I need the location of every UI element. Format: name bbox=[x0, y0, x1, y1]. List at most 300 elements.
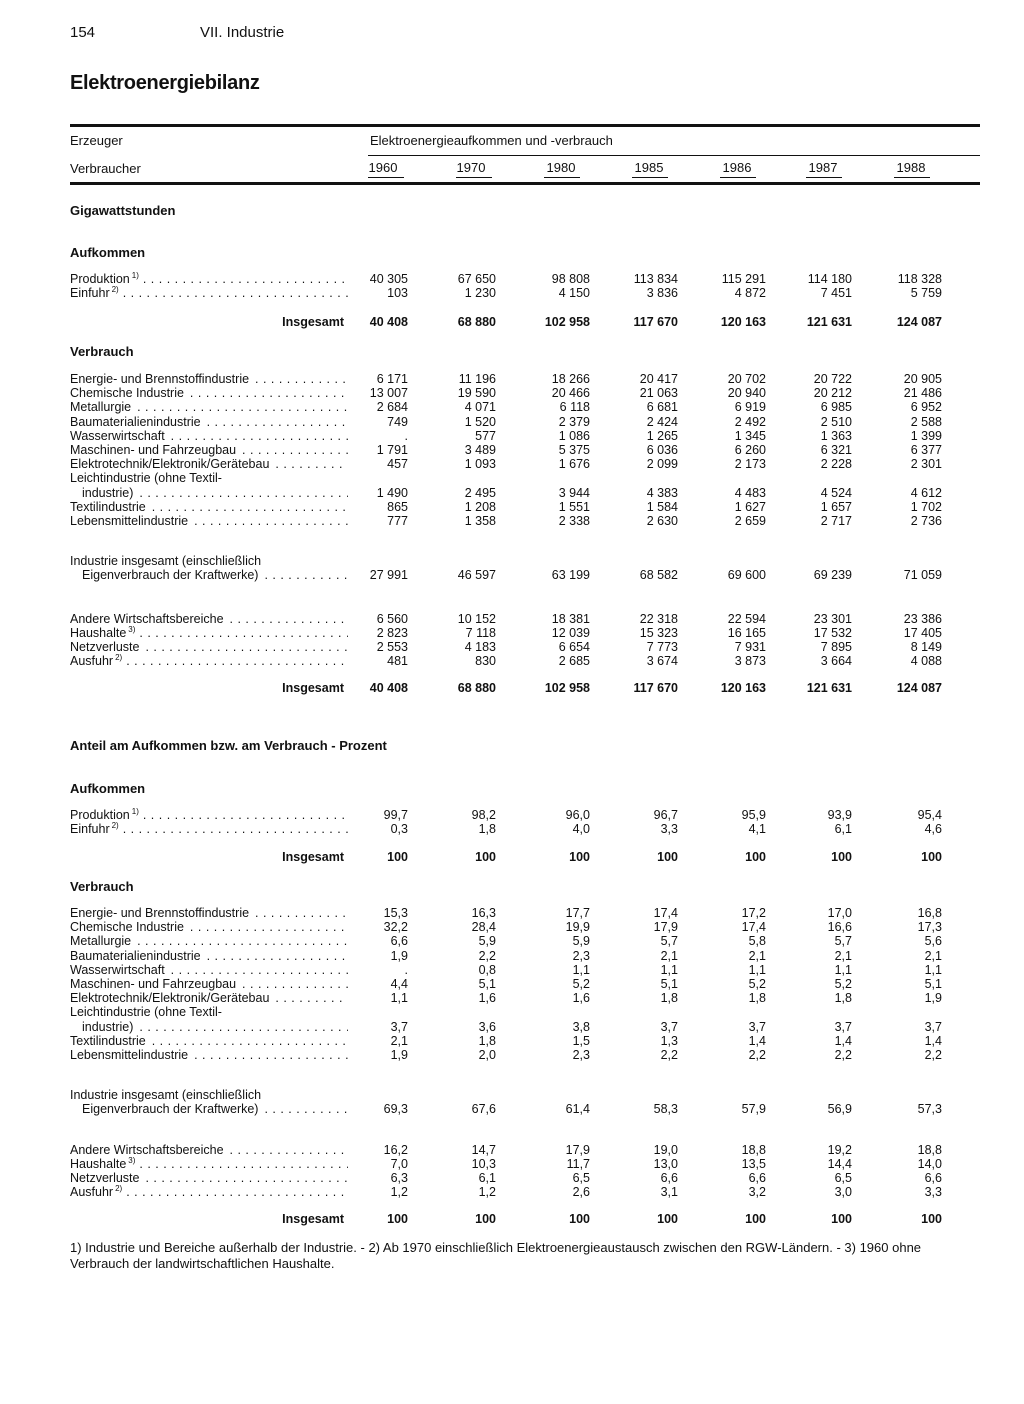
table-cell: 40 408 bbox=[369, 315, 408, 329]
row-label bbox=[70, 315, 346, 329]
table-cell: 20 466 bbox=[551, 386, 590, 401]
table-row bbox=[70, 554, 970, 568]
table-cell: 2,2 bbox=[924, 1048, 942, 1062]
table-cell: 2,1 bbox=[748, 948, 766, 963]
table-cell: 1 702 bbox=[910, 499, 942, 514]
table-cell: 120 163 bbox=[720, 681, 766, 695]
page-title: Elektroenergiebilanz bbox=[70, 72, 260, 94]
year-underline bbox=[894, 177, 930, 178]
table-cell: 117 670 bbox=[633, 681, 678, 695]
header-bottom-rule bbox=[70, 182, 980, 185]
table-cell: 103 bbox=[387, 286, 408, 300]
table-cell: 1,8 bbox=[834, 991, 852, 1006]
row-label bbox=[70, 514, 348, 528]
table-cell: 2 685 bbox=[558, 654, 590, 668]
table-row bbox=[70, 386, 970, 400]
table-cell: 40 408 bbox=[369, 681, 408, 695]
row-label-text: industrie) bbox=[82, 1019, 134, 1034]
table-cell: 23 301 bbox=[813, 612, 852, 626]
table-cell: 1 584 bbox=[646, 499, 678, 514]
row-label bbox=[70, 486, 348, 500]
table-cell: 102 958 bbox=[544, 315, 590, 329]
table-cell: 1 676 bbox=[558, 457, 590, 472]
table-cell: 2,1 bbox=[660, 948, 678, 963]
table-cell: 1 358 bbox=[464, 514, 496, 528]
table-cell: 19,0 bbox=[653, 1143, 678, 1157]
table-cell: 5,9 bbox=[478, 934, 496, 949]
row-label bbox=[70, 415, 348, 429]
table-cell: 2 510 bbox=[820, 414, 852, 429]
table-cell: 1 345 bbox=[734, 428, 766, 443]
row-label-text: Insgesamt bbox=[282, 315, 344, 329]
table-row bbox=[70, 977, 970, 991]
table-cell: 2,1 bbox=[834, 948, 852, 963]
table-cell: 2 588 bbox=[910, 414, 942, 429]
table-cell: 3 674 bbox=[646, 654, 678, 668]
table-cell: 6 377 bbox=[910, 443, 942, 457]
table-cell: 16,6 bbox=[827, 920, 852, 935]
row-label-text: Energie- und Brennstoffindustrie bbox=[70, 372, 250, 386]
table-cell: 1,9 bbox=[390, 948, 408, 963]
year-underline bbox=[806, 177, 842, 178]
table-cell: 6 952 bbox=[910, 400, 942, 415]
row-label bbox=[70, 1185, 348, 1199]
table-row bbox=[70, 1020, 970, 1034]
table-cell: 7 931 bbox=[734, 640, 766, 654]
row-label: Industrie insgesamt (einschließlich bbox=[70, 1088, 262, 1102]
table-cell: 6 260 bbox=[734, 443, 766, 457]
table-cell: 100 bbox=[745, 1212, 766, 1226]
table-cell: 2 228 bbox=[820, 457, 852, 472]
footnote-marker: 2) bbox=[111, 286, 119, 294]
table-cell: 5,2 bbox=[572, 977, 590, 991]
table-cell: 1 520 bbox=[464, 414, 496, 429]
table-cell: 16,8 bbox=[917, 906, 942, 920]
row-label bbox=[70, 654, 348, 668]
table-cell: 16,3 bbox=[471, 906, 496, 920]
row-label-text: Chemische Industrie bbox=[70, 920, 184, 935]
footnote-marker: 2) bbox=[115, 654, 123, 662]
table-cell: 6 919 bbox=[734, 400, 766, 415]
table-cell: 4 183 bbox=[464, 640, 496, 654]
row-label bbox=[70, 1171, 348, 1185]
table-cell: 3 944 bbox=[558, 485, 590, 500]
table-cell: 6,1 bbox=[478, 1171, 496, 1185]
row-label bbox=[70, 1102, 348, 1116]
table-cell: 10,3 bbox=[471, 1157, 496, 1171]
table-cell: 46 597 bbox=[457, 568, 496, 582]
table-cell: 57,9 bbox=[741, 1102, 766, 1116]
row-label-text: Haushalte bbox=[70, 1157, 127, 1171]
footnote-marker: 2) bbox=[111, 822, 119, 830]
table-cell: 830 bbox=[475, 654, 496, 668]
table-cell: 95,9 bbox=[741, 808, 766, 822]
table-cell: 3,7 bbox=[660, 1019, 678, 1034]
row-label-text: Energie- und Brennstoffindustrie bbox=[70, 906, 250, 920]
table-cell: 1,8 bbox=[748, 991, 766, 1006]
table-cell: 4,4 bbox=[390, 977, 408, 991]
table-cell: 1 230 bbox=[464, 286, 496, 300]
table-cell: 1,1 bbox=[660, 962, 678, 977]
table-row bbox=[70, 486, 970, 500]
row-label-text: Textilindustrie bbox=[70, 499, 146, 514]
table-cell: 6,1 bbox=[834, 822, 852, 836]
table-cell: 777 bbox=[387, 514, 408, 528]
table-row bbox=[70, 429, 970, 443]
table-cell: 6,6 bbox=[660, 1171, 678, 1185]
header-year: 1980 bbox=[546, 160, 576, 175]
row-label-text: Baumaterialienindustrie bbox=[70, 948, 201, 963]
table-cell: 4,6 bbox=[924, 822, 942, 836]
row-label bbox=[70, 1143, 348, 1157]
table-cell: 1 265 bbox=[646, 428, 678, 443]
table-row bbox=[70, 808, 970, 822]
table-cell: 1,1 bbox=[834, 962, 852, 977]
table-cell: 1 627 bbox=[734, 499, 766, 514]
table-cell: 577 bbox=[475, 428, 496, 443]
footnote-marker: 1) bbox=[131, 808, 139, 816]
table-cell: 117 670 bbox=[633, 315, 678, 329]
table-cell: 4 612 bbox=[910, 485, 942, 500]
row-label-text: industrie) bbox=[82, 485, 134, 500]
table-cell: 2 736 bbox=[910, 514, 942, 528]
table-row bbox=[70, 963, 970, 977]
header-span-label: Elektroenergieaufkommen und -verbrauch bbox=[370, 133, 613, 148]
row-label-text: Maschinen- und Fahrzeugbau bbox=[70, 977, 237, 991]
table-cell: 865 bbox=[387, 499, 408, 514]
row-label bbox=[70, 808, 348, 822]
table-cell: 3,0 bbox=[834, 1185, 852, 1199]
row-label bbox=[70, 272, 348, 286]
table-row bbox=[70, 443, 970, 457]
row-label bbox=[70, 386, 348, 400]
table-cell: 7,0 bbox=[390, 1157, 408, 1171]
table-cell: 3 489 bbox=[464, 443, 496, 457]
table-cell: 100 bbox=[657, 850, 678, 864]
row-label-text: Produktion bbox=[70, 272, 130, 286]
table-cell: 19 590 bbox=[457, 386, 496, 401]
table-row bbox=[70, 1048, 970, 1062]
table-cell: 1,4 bbox=[748, 1033, 766, 1048]
table-cell: 6 321 bbox=[820, 443, 852, 457]
table-cell: 2 379 bbox=[558, 414, 590, 429]
table-cell: 19,9 bbox=[565, 920, 590, 935]
table-cell: 6,6 bbox=[390, 934, 408, 949]
table-cell: 22 594 bbox=[727, 612, 766, 626]
row-label-text: Produktion bbox=[70, 808, 130, 822]
row-label-text: Insgesamt bbox=[282, 681, 344, 695]
table-cell: 40 305 bbox=[369, 272, 408, 286]
table-cell: 17 405 bbox=[903, 626, 942, 640]
table-cell: 21 063 bbox=[639, 386, 678, 401]
table-cell: 3,8 bbox=[572, 1019, 590, 1034]
row-label-text: Baumaterialienindustrie bbox=[70, 414, 201, 429]
footnote-line: 1) Industrie und Bereiche außerhalb der Industrie. - 2) Ab 1970 einschließlich Elektroenergieaustausch zwischen den RGW-Ländern. - 3) 1960 ohne bbox=[70, 1240, 922, 1255]
table-cell: 1,6 bbox=[478, 991, 496, 1006]
row-label bbox=[70, 1020, 348, 1034]
table-cell: 2,3 bbox=[572, 948, 590, 963]
table-cell: 0,3 bbox=[390, 822, 408, 836]
table-cell: 69,3 bbox=[383, 1102, 408, 1116]
table-cell: 749 bbox=[387, 414, 408, 429]
table-cell: . bbox=[404, 428, 408, 443]
table-cell: 20 702 bbox=[727, 372, 766, 386]
row-label bbox=[70, 906, 348, 920]
table-cell: 13,5 bbox=[741, 1157, 766, 1171]
year-underline bbox=[456, 177, 492, 178]
table-cell: 2,2 bbox=[834, 1048, 852, 1062]
table-cell: 8 149 bbox=[910, 640, 942, 654]
table-cell: 7 118 bbox=[465, 626, 496, 640]
row-label bbox=[70, 681, 346, 695]
table-cell: 68 880 bbox=[457, 681, 496, 695]
table-cell: 1,5 bbox=[572, 1033, 590, 1048]
table-cell: 6,3 bbox=[390, 1171, 408, 1185]
row-label-text: Eigenverbrauch der Kraftwerke) bbox=[82, 568, 259, 582]
table-cell: 3 873 bbox=[734, 654, 766, 668]
page-number: 154 bbox=[70, 24, 96, 41]
total-row bbox=[70, 1212, 970, 1226]
table-cell: 120 163 bbox=[720, 315, 766, 329]
table-row bbox=[70, 400, 970, 414]
table-cell: 2,3 bbox=[572, 1048, 590, 1062]
table-cell: 58,3 bbox=[653, 1102, 678, 1116]
table-cell: 5 759 bbox=[910, 286, 942, 300]
table-cell: 5,9 bbox=[572, 934, 590, 949]
table-cell: 1 490 bbox=[376, 485, 408, 500]
table-cell: 2 630 bbox=[646, 514, 678, 528]
table-row bbox=[70, 949, 970, 963]
header-year: 1985 bbox=[634, 160, 664, 175]
row-label bbox=[70, 400, 348, 414]
row-label bbox=[70, 1034, 348, 1048]
row-label bbox=[70, 626, 348, 640]
table-cell: 0,8 bbox=[478, 962, 496, 977]
table-cell: 96,0 bbox=[565, 808, 590, 822]
row-label bbox=[70, 286, 348, 300]
row-label-text: Insgesamt bbox=[282, 1212, 344, 1226]
table-cell: 2,1 bbox=[924, 948, 942, 963]
table-cell: 17,0 bbox=[827, 906, 852, 920]
total-row bbox=[70, 315, 970, 329]
row-label bbox=[70, 949, 348, 963]
table-cell: 67 650 bbox=[457, 272, 496, 286]
table-cell: 1,9 bbox=[924, 991, 942, 1006]
table-cell: 4 088 bbox=[910, 654, 942, 668]
header-producer-label: Erzeuger bbox=[70, 133, 123, 148]
row-label-text: Andere Wirtschaftsbereiche bbox=[70, 1143, 224, 1157]
table-cell: 14,4 bbox=[827, 1157, 852, 1171]
table-cell: 2 173 bbox=[734, 457, 766, 472]
table-cell: 121 631 bbox=[806, 315, 852, 329]
table-cell: 2 823 bbox=[376, 626, 408, 640]
table-cell: 32,2 bbox=[383, 920, 408, 935]
row-label-text: Netzverluste bbox=[70, 1171, 140, 1185]
row-label-text: Elektrotechnik/Elektronik/Gerätebau bbox=[70, 457, 270, 472]
table-cell: 3,2 bbox=[748, 1185, 766, 1199]
table-cell: 1,4 bbox=[834, 1033, 852, 1048]
row-label bbox=[70, 372, 348, 386]
table-cell: 96,7 bbox=[653, 808, 678, 822]
table-row bbox=[70, 1185, 970, 1199]
row-label-text: Lebensmittelindustrie bbox=[70, 1048, 189, 1062]
row-label bbox=[70, 640, 348, 654]
row-label-text: Metallurgie bbox=[70, 934, 132, 949]
header-span-rule bbox=[368, 155, 980, 156]
table-cell: 2 424 bbox=[646, 414, 678, 429]
table-cell: 22 318 bbox=[639, 612, 678, 626]
table-cell: 17,4 bbox=[653, 906, 678, 920]
section-heading-gwh: Gigawattstunden bbox=[70, 203, 176, 218]
table-cell: 4 383 bbox=[646, 485, 678, 500]
row-label-text: Textilindustrie bbox=[70, 1033, 146, 1048]
table-cell: 100 bbox=[569, 1212, 590, 1226]
table-cell: 4 483 bbox=[734, 485, 766, 500]
table-row bbox=[70, 906, 970, 920]
table-cell: 6 171 bbox=[376, 372, 408, 386]
table-row bbox=[70, 1088, 970, 1102]
header-year: 1960 bbox=[368, 160, 398, 175]
table-cell: 5,1 bbox=[660, 977, 678, 991]
table-cell: 7 451 bbox=[820, 286, 852, 300]
row-label-text: Ausfuhr bbox=[70, 1185, 114, 1199]
table-cell: 2 659 bbox=[734, 514, 766, 528]
footnote-marker: 3) bbox=[128, 626, 136, 634]
row-label-text: Metallurgie bbox=[70, 400, 132, 415]
table-cell: 2 338 bbox=[558, 514, 590, 528]
table-row bbox=[70, 1034, 970, 1048]
table-row bbox=[70, 991, 970, 1005]
table-cell: 2,0 bbox=[478, 1048, 496, 1062]
table-row bbox=[70, 920, 970, 934]
table-row bbox=[70, 612, 970, 626]
row-label bbox=[70, 1212, 346, 1226]
table-cell: 1 086 bbox=[558, 428, 590, 443]
total-row bbox=[70, 681, 970, 695]
table-cell: 6,6 bbox=[748, 1171, 766, 1185]
header-year: 1986 bbox=[722, 160, 752, 175]
table-cell: 11 196 bbox=[458, 372, 496, 386]
table-row bbox=[70, 514, 970, 528]
table-cell: 6 654 bbox=[558, 640, 590, 654]
header-year: 1988 bbox=[896, 160, 926, 175]
table-cell: 5,2 bbox=[748, 977, 766, 991]
year-underline bbox=[720, 177, 756, 178]
table-cell: 100 bbox=[921, 850, 942, 864]
header-consumer-label: Verbraucher bbox=[70, 161, 141, 176]
table-cell: 124 087 bbox=[896, 315, 942, 329]
table-cell: 1,1 bbox=[748, 962, 766, 977]
table-cell: 6 118 bbox=[559, 400, 590, 415]
table-cell: 1,6 bbox=[572, 991, 590, 1006]
row-label-text: Eigenverbrauch der Kraftwerke) bbox=[82, 1102, 259, 1116]
table-cell: 20 940 bbox=[727, 386, 766, 401]
table-cell: 3,6 bbox=[478, 1019, 496, 1034]
table-cell: 18,8 bbox=[741, 1143, 766, 1157]
table-cell: 1 657 bbox=[820, 499, 852, 514]
row-label-text: Maschinen- und Fahrzeugbau bbox=[70, 443, 237, 457]
row-label bbox=[70, 471, 348, 485]
table-row bbox=[70, 1143, 970, 1157]
row-label-text: Andere Wirtschaftsbereiche bbox=[70, 612, 224, 626]
table-cell: 6 681 bbox=[646, 400, 678, 415]
table-cell: 1,8 bbox=[660, 991, 678, 1006]
table-row bbox=[70, 457, 970, 471]
table-cell: 100 bbox=[831, 1212, 852, 1226]
subsection-heading-verbrauch: Verbrauch bbox=[70, 344, 134, 359]
table-cell: 17,9 bbox=[653, 920, 678, 935]
table-cell: 17,9 bbox=[565, 1143, 590, 1157]
table-row bbox=[70, 1157, 970, 1171]
table-cell: 1,2 bbox=[478, 1185, 496, 1199]
table-cell: 100 bbox=[745, 850, 766, 864]
table-cell: 5,1 bbox=[924, 977, 942, 991]
row-label bbox=[70, 850, 346, 864]
table-cell: 17,2 bbox=[741, 906, 766, 920]
table-cell: 4 524 bbox=[820, 485, 852, 500]
table-cell: 18,8 bbox=[917, 1143, 942, 1157]
header-year: 1987 bbox=[808, 160, 838, 175]
footnote-line: Verbrauch der landwirtschaftlichen Haushalte. bbox=[70, 1256, 335, 1271]
row-label-text: Insgesamt bbox=[282, 850, 344, 864]
table-row bbox=[70, 500, 970, 514]
table-cell: 1,4 bbox=[924, 1033, 942, 1048]
table-cell: 2,1 bbox=[390, 1033, 408, 1048]
table-cell: 3,7 bbox=[748, 1019, 766, 1034]
table-cell: 28,4 bbox=[471, 920, 496, 935]
table-row bbox=[70, 471, 970, 485]
row-label-text: Wasserwirtschaft bbox=[70, 428, 165, 443]
table-cell: 121 631 bbox=[806, 681, 852, 695]
table-cell: 1,8 bbox=[478, 1033, 496, 1048]
table-cell: 3,3 bbox=[660, 822, 678, 836]
table-cell: 67,6 bbox=[471, 1102, 496, 1116]
table-cell: 6 985 bbox=[820, 400, 852, 415]
footnote-marker: 1) bbox=[131, 272, 139, 280]
table-row bbox=[70, 286, 970, 300]
table-cell: 3,7 bbox=[924, 1019, 942, 1034]
table-cell: 16,2 bbox=[383, 1143, 408, 1157]
table-cell: 10 152 bbox=[457, 612, 496, 626]
subsection-heading-aufkommen: Aufkommen bbox=[70, 781, 146, 796]
row-label-text: Wasserwirtschaft bbox=[70, 962, 165, 977]
row-label bbox=[70, 977, 348, 991]
table-cell: 63 199 bbox=[551, 568, 590, 582]
row-label bbox=[70, 457, 348, 471]
table-cell: 6,5 bbox=[834, 1171, 852, 1185]
table-cell: 20 417 bbox=[639, 372, 678, 386]
table-cell: 2,2 bbox=[748, 1048, 766, 1062]
table-cell: 1,2 bbox=[390, 1185, 408, 1199]
table-cell: 1,1 bbox=[390, 991, 408, 1006]
table-cell: 6,6 bbox=[924, 1171, 942, 1185]
row-label bbox=[70, 568, 348, 582]
row-label bbox=[70, 500, 348, 514]
table-cell: 27 991 bbox=[369, 568, 408, 582]
table-cell: 15 323 bbox=[639, 626, 678, 640]
row-label-text: Elektrotechnik/Elektronik/Gerätebau bbox=[70, 991, 270, 1006]
table-cell: 20 212 bbox=[813, 386, 852, 401]
table-cell: 69 239 bbox=[813, 568, 852, 582]
footnote-marker: 3) bbox=[128, 1157, 136, 1165]
table-row bbox=[70, 626, 970, 640]
table-cell: 17,4 bbox=[741, 920, 766, 935]
table-cell: 1 093 bbox=[464, 457, 496, 472]
table-cell: 98 808 bbox=[551, 272, 590, 286]
table-row bbox=[70, 415, 970, 429]
table-row bbox=[70, 654, 970, 668]
table-cell: 3,7 bbox=[390, 1019, 408, 1034]
